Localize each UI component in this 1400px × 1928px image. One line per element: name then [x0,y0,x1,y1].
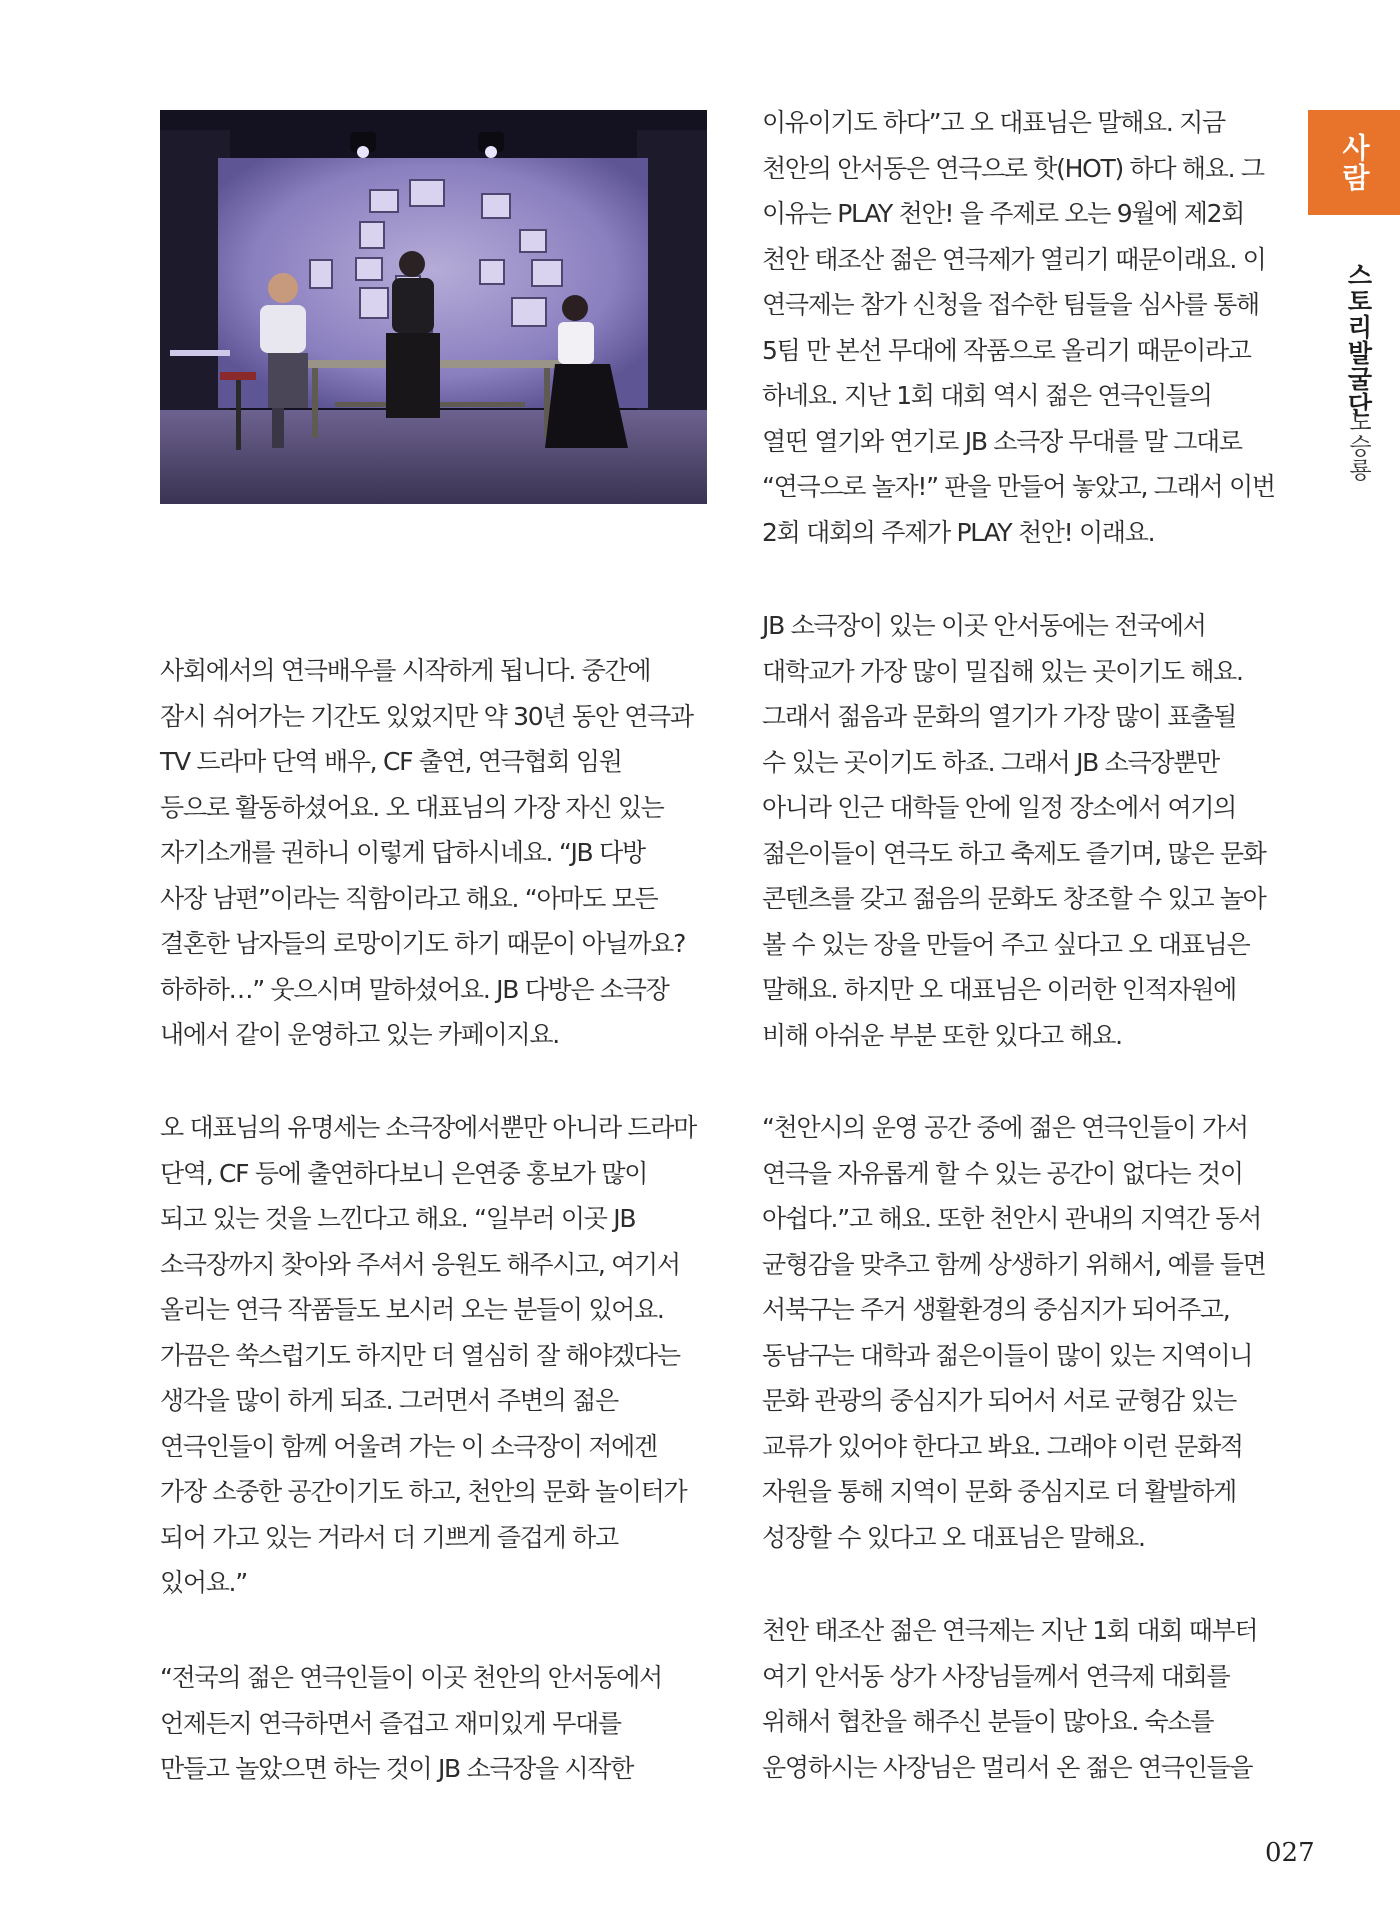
text-line: “전국의 젊은 연극인들이 이곳 천안의 안서동에서 [160,1663,662,1692]
text-line: 등으로 활동하셨어요. 오 대표님의 가장 자신 있는 [160,792,664,822]
text-line: 되고 있는 것을 느낀다고 해요. “일부러 이곳 JB [160,1204,636,1233]
text-line: 2회 대회의 주제가 PLAY 천안! 이래요. [762,517,1155,547]
text-line: 그래서 젊음과 문화의 열기가 가장 많이 표출될 [762,702,1237,731]
stage-photo [160,110,707,504]
left-paragraph-2 [160,1105,696,1606]
text-line: 말해요. 하지만 오 대표님은 이러한 인적자원에 [762,975,1237,1004]
text-line: 동남구는 대학과 젊은이들이 많이 있는 지역이니 [762,1340,1253,1370]
text-line: 만들고 놀았으면 하는 것이 JB 소극장을 시작한 [160,1754,634,1783]
text-line: 5팀 만 본선 무대에 작품으로 올리기 때문이라고 [762,335,1251,365]
text-line: 성장할 수 있다고 오 대표님은 말해요. [762,1522,1145,1552]
text-line: 하네요. 지난 1회 대회 역시 젊은 연극인들의 [762,381,1212,410]
text-line: 사회에서의 연극배우를 시작하게 됩니다. 중간에 [160,656,651,685]
text-line: 서북구는 주거 생활환경의 중심지가 되어주고, [762,1295,1230,1324]
text-line: 가장 소중한 공간이기도 하고, 천안의 문화 놀이터가 [160,1477,687,1506]
text-line: 자원을 통해 지역이 문화 중심지로 더 활발하게 [762,1477,1237,1506]
series-title: 스토리발굴단 [1344,262,1373,418]
text-line: 되어 가고 있는 거라서 더 기쁘게 즐겁게 하고 [160,1522,618,1552]
text-line: 문화 관광의 중심지가 되어서 서로 균형감 있는 [762,1386,1237,1415]
text-line: 연극을 자유롭게 할 수 있는 공간이 없다는 것이 [762,1158,1243,1188]
text-line: 균형감을 맞추고 함께 상생하기 위해서, 예를 들면 [762,1249,1266,1279]
text-line: 비해 아쉬운 부분 또한 있다고 해요. [762,1020,1122,1050]
text-line: “천안시의 운영 공간 중에 젊은 연극인들이 가서 [762,1113,1248,1142]
text-line: 연극인들이 함께 어울려 가는 이 소극장이 저에겐 [160,1431,657,1461]
section-tab [1308,110,1400,215]
text-line: 자기소개를 권하니 이렇게 답하시네요. “JB 다방 [160,838,645,867]
author-name: 노승룡 [1345,410,1371,482]
text-line: 언제든지 연극하면서 즐겁고 재미있게 무대를 [160,1708,621,1738]
text-line: 연극제는 참가 신청을 접수한 팀들을 심사를 통해 [762,290,1259,319]
text-line: 천안 태조산 젊은 연극제는 지난 1회 대회 때부터 [762,1616,1258,1645]
text-line: 운영하시는 사장님은 멀리서 온 젊은 연극인들을 [762,1752,1253,1782]
text-line: 교류가 있어야 한다고 봐요. 그래야 이런 문화적 [762,1431,1243,1461]
text-line: 잠시 쉬어가는 기간도 있었지만 약 30년 동안 연극과 [160,701,693,731]
left-paragraph-3 [160,1655,662,1792]
text-line: 아니라 인근 대학들 안에 일정 장소에서 여기의 [762,793,1237,822]
text-line: 천안 태조산 젊은 연극제가 열리기 때문이래요. 이 [762,244,1266,274]
text-line: 결혼한 남자들의 로망이기도 하기 때문이 아닐까요? [160,929,686,958]
text-line: 있어요.” [160,1568,247,1597]
stage-scene-illustration [160,110,707,504]
text-line: 소극장까지 찾아와 주셔서 응원도 해주시고, 여기서 [160,1249,680,1279]
text-line: TV 드라마 단역 배우, CF 출연, 연극협회 임원 [160,747,622,776]
page-number: 027 [1265,1838,1315,1868]
text-line: JB 소극장이 있는 이곳 안서동에는 전국에서 [762,611,1206,640]
text-line: 열띤 열기와 연기로 JB 소극장 무대를 말 그대로 [762,426,1242,456]
right-paragraph-2 [762,603,1266,1058]
text-line: 가끔은 쑥스럽기도 하지만 더 열심히 잘 해야겠다는 [160,1340,680,1370]
text-line: 콘텐츠를 갖고 젊음의 문화도 창조할 수 있고 놀아 [762,884,1266,913]
text-line: 여기 안서동 상가 사장님들께서 연극제 대회를 [762,1661,1230,1691]
text-line: 생각을 많이 하게 되죠. 그러면서 주변의 젊은 [160,1386,618,1415]
right-paragraph-4 [762,1608,1257,1790]
text-line: 오 대표님의 유명세는 소극장에서뿐만 아니라 드라마 [160,1113,696,1142]
text-line: 이유는 PLAY 천안! 을 주제로 오는 9월에 제2회 [762,199,1245,228]
text-line: 대학교가 가장 많이 밀집해 있는 곳이기도 해요. [762,656,1243,686]
right-paragraph-1 [762,100,1275,555]
text-line: 수 있는 곳이기도 하죠. 그래서 JB 소극장뿐만 [762,747,1219,777]
text-line: 내에서 같이 운영하고 있는 카페이지요. [160,1020,559,1049]
text-line: 젊은이들이 연극도 하고 축제도 즐기며, 많은 문화 [762,838,1266,868]
right-paragraph-3 [762,1105,1266,1560]
text-line: 위해서 협찬을 해주신 분들이 많아요. 숙소를 [762,1707,1214,1736]
left-paragraph-1 [160,648,693,1058]
text-line: 이유이기도 하다”고 오 대표님은 말해요. 지금 [762,108,1225,137]
text-line: 하하하…” 웃으시며 말하셨어요. JB 다방은 소극장 [160,974,669,1004]
text-line: 볼 수 있는 장을 만들어 주고 싶다고 오 대표님은 [762,929,1250,959]
text-line: 아쉽다.”고 해요. 또한 천안시 관내의 지역간 동서 [762,1204,1261,1233]
text-line: 천안의 안서동은 연극으로 핫(HOT) 하다 해요. 그 [762,153,1264,183]
text-line: 올리는 연극 작품들도 보시러 오는 분들이 있어요. [160,1295,664,1324]
text-line: “연극으로 놀자!” 판을 만들어 놓았고, 그래서 이번 [762,472,1275,501]
text-line: 사장 남편”이라는 직함이라고 해요. “아마도 모든 [160,883,658,913]
section-tab-label: 사람 [1338,132,1371,193]
text-line: 단역, CF 등에 출연하다보니 은연중 홍보가 많이 [160,1158,648,1188]
